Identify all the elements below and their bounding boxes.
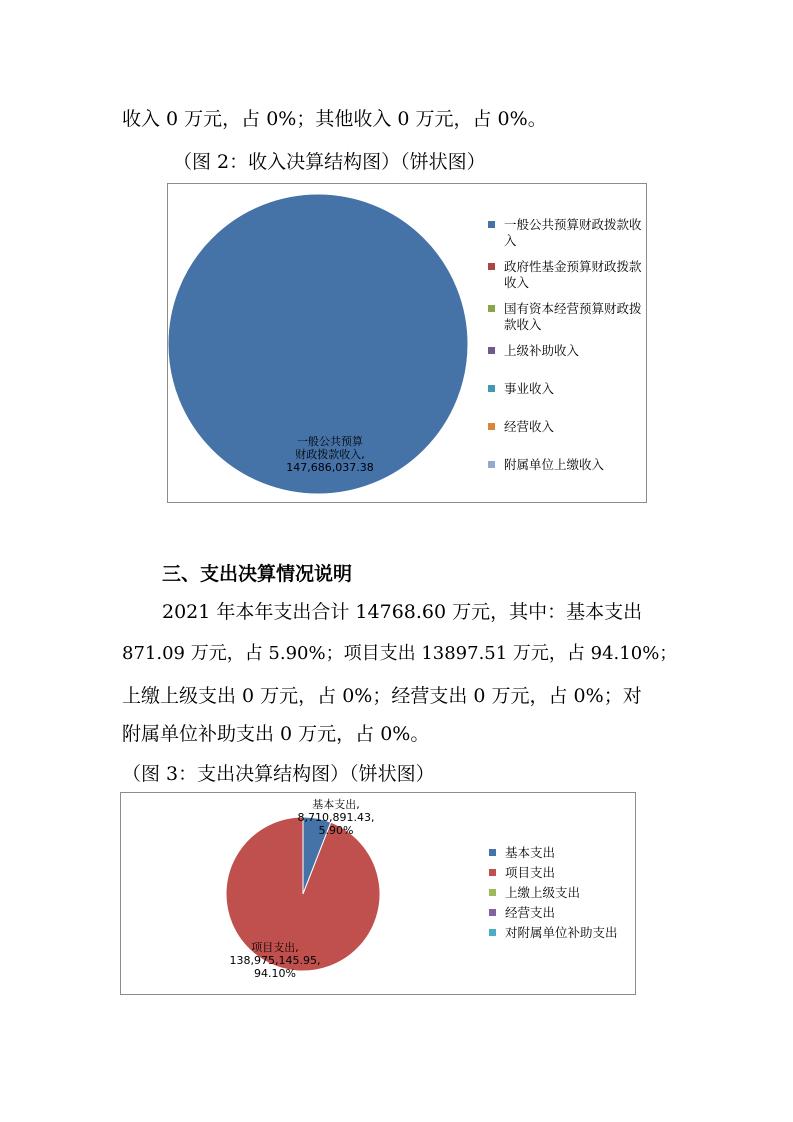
legend-swatch: [488, 221, 495, 228]
expenditure-data-label-project: [215, 941, 335, 980]
legend-item: [489, 905, 629, 921]
paragraph-line: 2021 年本年支出合计 14768.60 万元，其中：基本支出: [162, 601, 643, 623]
paragraph-line: 871.09 万元，占 5.90%；项目支出 13897.51 万元，占 94.10%；: [122, 643, 678, 664]
legend-label: 上缴上级支出: [505, 885, 581, 900]
legend-label: 国有资本经营预算财政拨 款收入: [504, 301, 642, 332]
legend-swatch: [488, 305, 495, 312]
legend-item: [489, 865, 629, 881]
legend-item: [488, 217, 644, 249]
income-data-label: [275, 435, 385, 474]
paragraph-line: 附属单位补助支出 0 万元，占 0%。: [122, 723, 430, 745]
legend-label: 对附属单位补助支出: [505, 925, 618, 940]
legend-label: 项目支出: [505, 865, 556, 880]
legend-swatch: [488, 461, 495, 468]
legend-swatch: [488, 263, 495, 270]
legend-label: 基本支出: [505, 845, 556, 860]
legend-swatch: [488, 347, 495, 354]
legend-swatch: [489, 849, 496, 856]
legend-item: [488, 419, 644, 435]
expenditure-data-label-line: 项目支出,: [251, 941, 299, 954]
legend-label: 事业收入: [504, 381, 555, 396]
legend-item: [489, 925, 629, 941]
income-data-label-line: 一般公共预算: [297, 435, 363, 448]
expenditure-data-label-line: 8,710,891.43,: [297, 811, 375, 824]
legend-swatch: [488, 423, 495, 430]
income-pie-chart: [167, 183, 647, 503]
legend-item: [489, 845, 629, 861]
income-data-label-line: 147,686,037.38: [286, 461, 374, 474]
text-line-1: 收入 0 万元，占 0%；其他收入 0 万元，占 0%。: [122, 108, 547, 130]
legend-item: [488, 457, 644, 473]
legend-swatch: [489, 929, 496, 936]
income-data-label-line: 财政拨款收入,: [295, 448, 365, 461]
legend-swatch: [488, 385, 495, 392]
legend-item: [488, 259, 644, 291]
section-heading: 三、支出决算情况说明: [162, 563, 353, 585]
expenditure-data-label-line: 5.90%: [318, 824, 354, 837]
expenditure-legend: [489, 845, 629, 941]
expenditure-pie-chart: [120, 792, 636, 995]
expenditure-data-label-line: 94.10%: [254, 967, 296, 980]
paragraph-line: 上缴上级支出 0 万元，占 0%；经营支出 0 万元，占 0%；对: [122, 685, 642, 707]
expenditure-data-label-line: 138,975,145.95,: [229, 954, 321, 967]
legend-item: [489, 885, 629, 901]
legend-swatch: [489, 869, 496, 876]
legend-item: [488, 381, 644, 397]
legend-label: 上级补助收入: [504, 343, 580, 358]
figure-2-caption: （图 2：收入决算结构图）（饼状图）: [173, 151, 486, 173]
expenditure-data-label-basic: [281, 798, 391, 837]
legend-swatch: [489, 909, 496, 916]
legend-label: 附属单位上缴收入: [504, 457, 605, 472]
legend-label: 经营收入: [504, 419, 555, 434]
legend-label: 经营支出: [505, 905, 556, 920]
legend-label: 政府性基金预算财政拨款 收入: [504, 259, 642, 290]
legend-swatch: [489, 889, 496, 896]
legend-item: [488, 343, 644, 359]
figure-3-caption: （图 3：支出决算结构图）（饼状图）: [122, 763, 435, 785]
legend-item: [488, 301, 644, 333]
expenditure-data-label-line: 基本支出,: [312, 798, 360, 811]
legend-label: 一般公共预算财政拨款收 入: [504, 217, 642, 248]
income-legend: [488, 217, 644, 473]
